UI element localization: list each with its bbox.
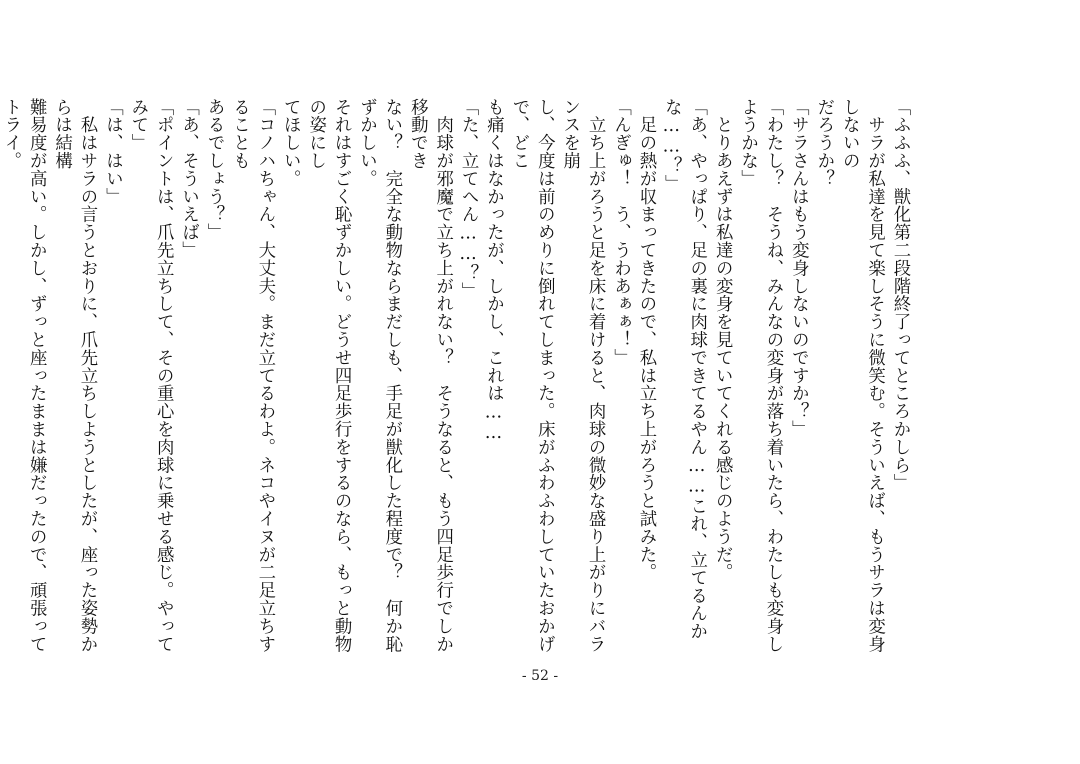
text-line: 肉球が邪魔で立ち上がれない？ そうなると、もう四足歩行でしか移動でき	[407, 98, 453, 653]
text-line: 「あ、そういえば」	[178, 98, 199, 260]
text-line: とりあえずは私達の変身を見ていてくれる感じのようだ。	[712, 98, 733, 582]
text-line: 足の熱が収まってきたので、私は立ち上がろうと試みた。	[635, 98, 656, 582]
text-line: てほしい。	[280, 98, 301, 188]
text-line: ない？ 完全な動物ならまだしも、手足が獣化した程度で？ 何か恥ずかしい。	[356, 98, 402, 653]
text-line: だろうか？	[813, 98, 834, 188]
text-line: も痛くはなかったが、しかし、これは……	[483, 98, 504, 444]
text-line: それはすごく恥ずかしい。どうせ四足歩行をするのなら、もっと動物の姿にし	[305, 98, 352, 653]
text-line: 「ポイントは、爪先立ちして、その重心を肉球に乗せる感じ。やってみて」	[127, 98, 174, 653]
text-line: 「は、はい」	[102, 98, 123, 206]
text-line: 難易度が高い。しかし、ずっと座ったままは嫌だったので、頑張ってトライ。	[0, 98, 47, 653]
text-line: 立ち上がろうと足を床に着けると、肉球の微妙な盛り上がりにバランスを崩	[559, 98, 606, 653]
text-line: 「コノハちゃん、大丈夫。まだ立てるわよ。ネコやイヌが二足立ちすることも	[229, 98, 275, 653]
text-line: 私はサラの言うとおりに、爪先立ちしようとしたが、座った姿勢からは結構	[51, 98, 97, 653]
vertical-text-body	[0, 98, 912, 660]
page-number: - 52 -	[521, 668, 559, 684]
text-line: 「あ、やっぱり、足の裏に肉球できてるやん……これ、立てるんかな……？」	[661, 98, 707, 641]
text-line: し、今度は前のめりに倒れてしまった。床がふわふわしていたおかげで、どこ	[508, 98, 555, 653]
text-line: 「サラさんはもう変身しないのですか？」	[788, 98, 809, 439]
text-line: 「ふふふ、獣化第二段階終了ってところかしら」	[890, 98, 910, 492]
text-line: 「わたし？ そうね、みんなの変身が落ち着いたら、わたしも変身しようかな」	[737, 98, 783, 653]
text-line: サラが私達を見て楽しそうに微笑む。そういえば、もうサラは変身しないの	[839, 98, 885, 653]
text-line: 「た、立てへん……？」	[458, 98, 479, 301]
text-line: 「んぎゅ！ う、うわあぁぁ！」	[610, 98, 631, 367]
text-line: あるでしょう？」	[204, 98, 225, 242]
